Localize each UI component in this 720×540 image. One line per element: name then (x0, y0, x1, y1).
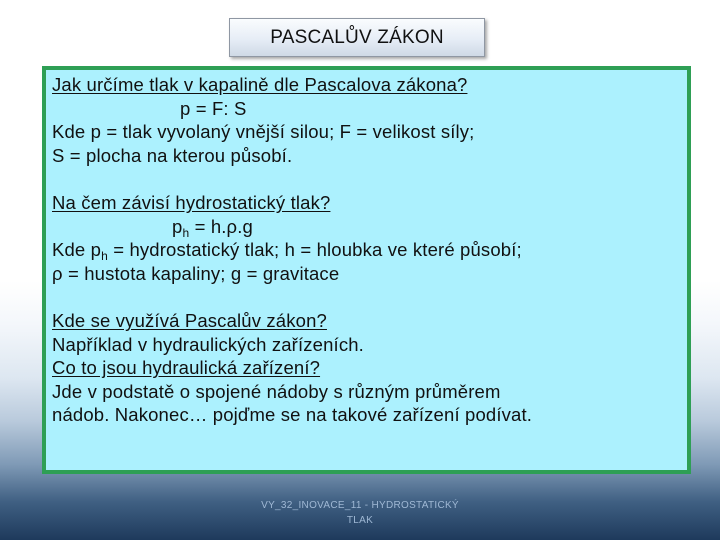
question-usage: Kde se využívá Pascalův zákon? (52, 310, 327, 331)
formula-hydrostatic (52, 215, 687, 239)
definition-hydrostatic-2: ρ = hustota kapaliny; g = gravitace (52, 262, 340, 284)
formula-subscript: h (182, 225, 190, 240)
footer-line-1: VY_32_INOVACE_11 - HYDROSTATICKÝ (261, 500, 459, 511)
content-box (42, 66, 691, 474)
definition-hydrostatic-1 (52, 238, 687, 262)
answer-hydraulic-1: Jde v podstatě o spojené nádoby s různým průměrem (52, 380, 501, 402)
def-ph-prefix: Kde p (52, 239, 102, 260)
page-title: PASCALŮV ZÁKON (270, 26, 444, 48)
question-hydraulic: Co to jsou hydraulická zařízení? (52, 357, 321, 378)
formula-p: p (172, 215, 183, 237)
title-box (229, 18, 485, 57)
formula-pascal: p = F: S (180, 97, 247, 119)
answer-hydraulic-2: nádob. Nakonec… pojďme se na takové zařízení podívat. (52, 404, 533, 425)
def-ph-rest: = hydrostatický tlak; h = hloubka ve které působí; (107, 239, 522, 260)
answer-usage: Například v hydraulických zařízeních. (52, 333, 364, 355)
spacer (52, 167, 687, 191)
definition-pascal-2: S = plocha na kterou působí. (52, 144, 293, 166)
footer-line-2: TLAK (346, 515, 374, 526)
definition-pascal-1: Kde p = tlak vyvolaný vnější silou; F = velikost síly; (52, 121, 475, 142)
def-ph-subscript: h (101, 249, 108, 263)
question-hydrostatic: Na čem závisí hydrostatický tlak? (52, 192, 331, 213)
formula-rest: = h.ρ.g (189, 215, 253, 237)
spacer (52, 285, 687, 309)
footer (230, 498, 490, 528)
question-pascal: Jak určíme tlak v kapalině dle Pascalova zákona? (52, 74, 468, 95)
